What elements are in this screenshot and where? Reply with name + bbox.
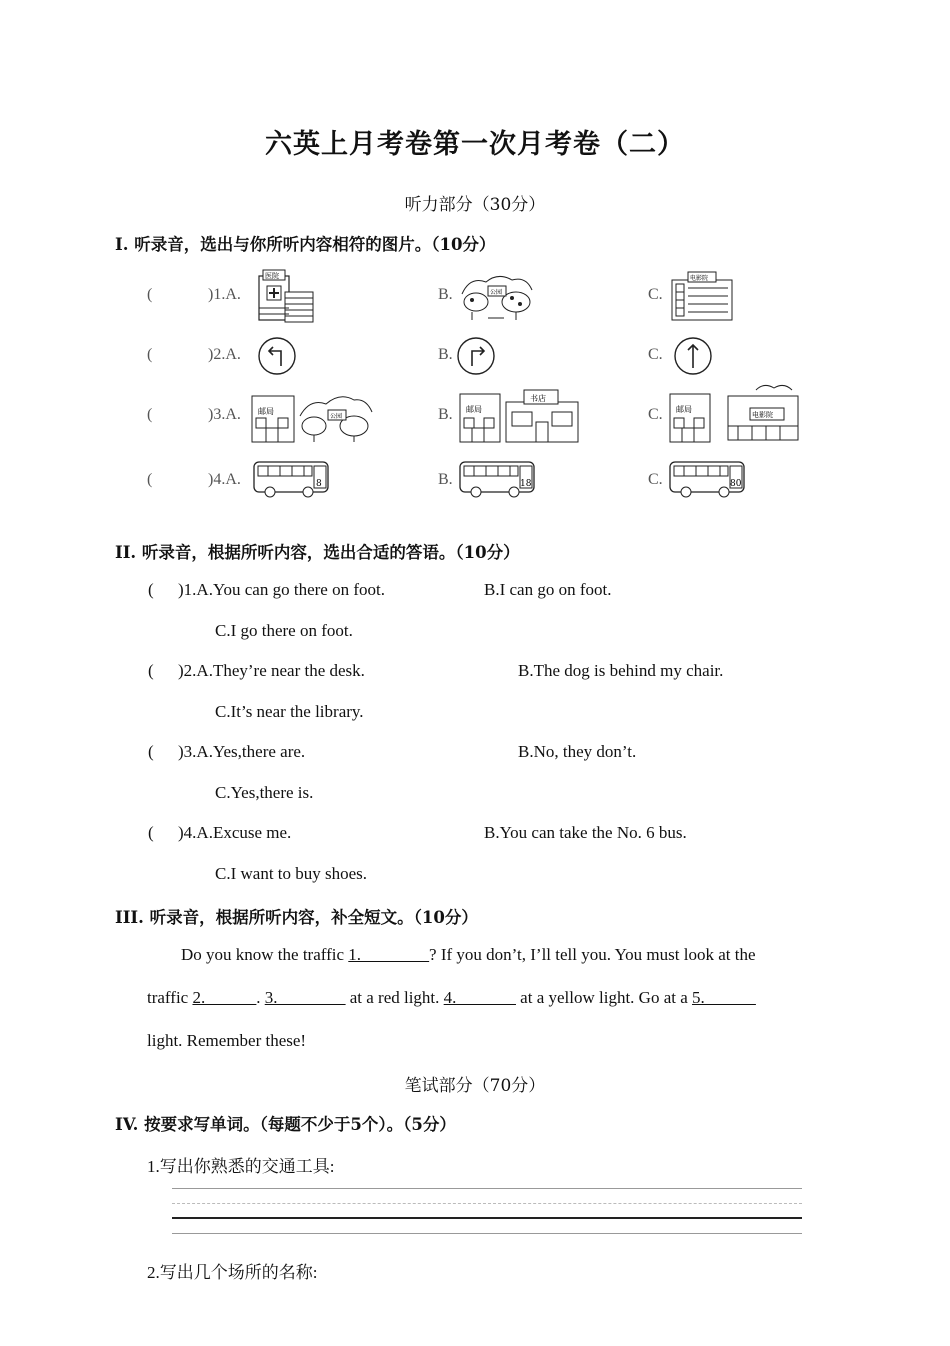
blank-4[interactable]: 4._______ xyxy=(443,988,516,1007)
option-c-label: C. xyxy=(648,346,663,363)
page-title: 六英上月考卷第一次月考卷（二） xyxy=(265,129,685,160)
post-office-and-bookstore-picture xyxy=(458,388,582,444)
passage-text: . xyxy=(256,988,265,1007)
answer-paren[interactable]: ( xyxy=(147,286,153,303)
option-a-label: )3.A. xyxy=(208,406,241,423)
sign-text: 书店 xyxy=(530,394,546,403)
option-b: B.The dog is behind my chair. xyxy=(518,661,724,680)
answer-paren[interactable]: ( xyxy=(147,406,153,423)
go-straight-sign xyxy=(673,336,713,376)
section-3-heading: III. 听录音，根据所听内容，补全短文。（10分） xyxy=(115,908,478,927)
writing-baseline[interactable] xyxy=(172,1217,802,1219)
option-a-label: )1.A. xyxy=(208,286,241,303)
option-a: )3.A.Yes,there are. xyxy=(178,742,306,761)
passage-text: ? If you don’t, I’ll tell you. You must look at the xyxy=(429,945,756,964)
option-a-label: )2.A. xyxy=(208,346,241,363)
turn-left-sign xyxy=(257,336,297,376)
answer-paren[interactable]: ( xyxy=(147,471,153,488)
blank-1[interactable]: 1.________ xyxy=(348,945,430,964)
answer-paren[interactable]: ( xyxy=(148,742,154,761)
bus-8-picture xyxy=(252,458,332,500)
section-1-heading: I. 听录音，选出与你所听内容相符的图片。（10分） xyxy=(115,235,496,254)
sign-text: 邮局 xyxy=(466,405,482,414)
sign-text: 电影院 xyxy=(690,275,709,282)
writing-heading: 笔试部分（70分） xyxy=(404,1076,546,1096)
option-c-label: C. xyxy=(648,286,663,303)
option-b: B.No, they don’t. xyxy=(518,742,637,761)
option-c-label: C. xyxy=(648,471,663,488)
bus-number: 8 xyxy=(316,479,322,489)
option-c: C.It’s near the library. xyxy=(215,702,364,721)
option-b-label: B. xyxy=(438,471,453,488)
passage-line-2 xyxy=(147,988,756,1008)
option-b-label: B. xyxy=(438,346,453,363)
sign-text: 公园 xyxy=(490,289,503,296)
passage-line-3: light. Remember these! xyxy=(147,1031,307,1050)
answer-paren[interactable]: ( xyxy=(148,661,154,680)
sign-text: 电影院 xyxy=(752,411,773,419)
post-office-and-cinema-picture xyxy=(668,380,802,444)
blank-3[interactable]: 3.________ xyxy=(264,988,346,1007)
turn-right-sign xyxy=(456,336,496,376)
option-c: C.Yes,there is. xyxy=(215,783,314,802)
passage-text: at a yellow light. Go at a xyxy=(515,988,693,1007)
bus-18-picture xyxy=(458,458,538,500)
option-b: B.You can take the No. 6 bus. xyxy=(484,823,687,842)
passage-text: at a red light. xyxy=(345,988,444,1007)
writing-line[interactable] xyxy=(172,1188,802,1189)
hospital-picture xyxy=(255,268,317,326)
sign-text: 医院 xyxy=(265,272,279,280)
section-4-heading: IV. 按要求写单词。（每题不少于5个）。（5分） xyxy=(115,1115,456,1134)
answer-paren[interactable]: ( xyxy=(148,823,154,842)
option-b-label: B. xyxy=(438,406,453,423)
question-1: 1.写出你熟悉的交通工具: xyxy=(147,1157,335,1176)
sign-text: 邮局 xyxy=(258,407,274,416)
bus-80-picture xyxy=(668,458,748,500)
bus-number: 18 xyxy=(520,479,532,489)
option-a: )1.A.You can go there on foot. xyxy=(178,580,385,599)
passage-text: traffic xyxy=(147,988,193,1007)
sign-text: 公园 xyxy=(330,413,343,420)
sign-text: 邮局 xyxy=(676,405,692,414)
answer-paren[interactable]: ( xyxy=(148,580,154,599)
option-b-label: B. xyxy=(438,286,453,303)
option-c: C.I go there on foot. xyxy=(215,621,353,640)
writing-line-guide xyxy=(172,1203,802,1204)
blank-5[interactable]: 5.______ xyxy=(692,988,756,1007)
option-b: B.I can go on foot. xyxy=(484,580,612,599)
listening-heading: 听力部分（30分） xyxy=(404,195,546,215)
question-2: 2.写出几个场所的名称: xyxy=(147,1263,318,1282)
passage-text: Do you know the traffic xyxy=(181,945,349,964)
section-2-heading: II. 听录音，根据所听内容，选出合适的答语。（10分） xyxy=(115,543,520,562)
answer-paren[interactable]: ( xyxy=(147,346,153,363)
option-a: )4.A.Excuse me. xyxy=(178,823,292,842)
cinema-building-picture xyxy=(668,268,736,322)
blank-2[interactable]: 2.______ xyxy=(192,988,257,1007)
post-office-and-park-picture xyxy=(250,388,374,446)
writing-line[interactable] xyxy=(172,1233,802,1234)
park-picture xyxy=(458,268,536,324)
option-a-label: )4.A. xyxy=(208,471,241,488)
option-a: )2.A.They’re near the desk. xyxy=(178,661,365,680)
option-c: C.I want to buy shoes. xyxy=(215,864,368,883)
option-c-label: C. xyxy=(648,406,663,423)
passage-line-1 xyxy=(181,945,756,965)
bus-number: 80 xyxy=(730,479,742,489)
